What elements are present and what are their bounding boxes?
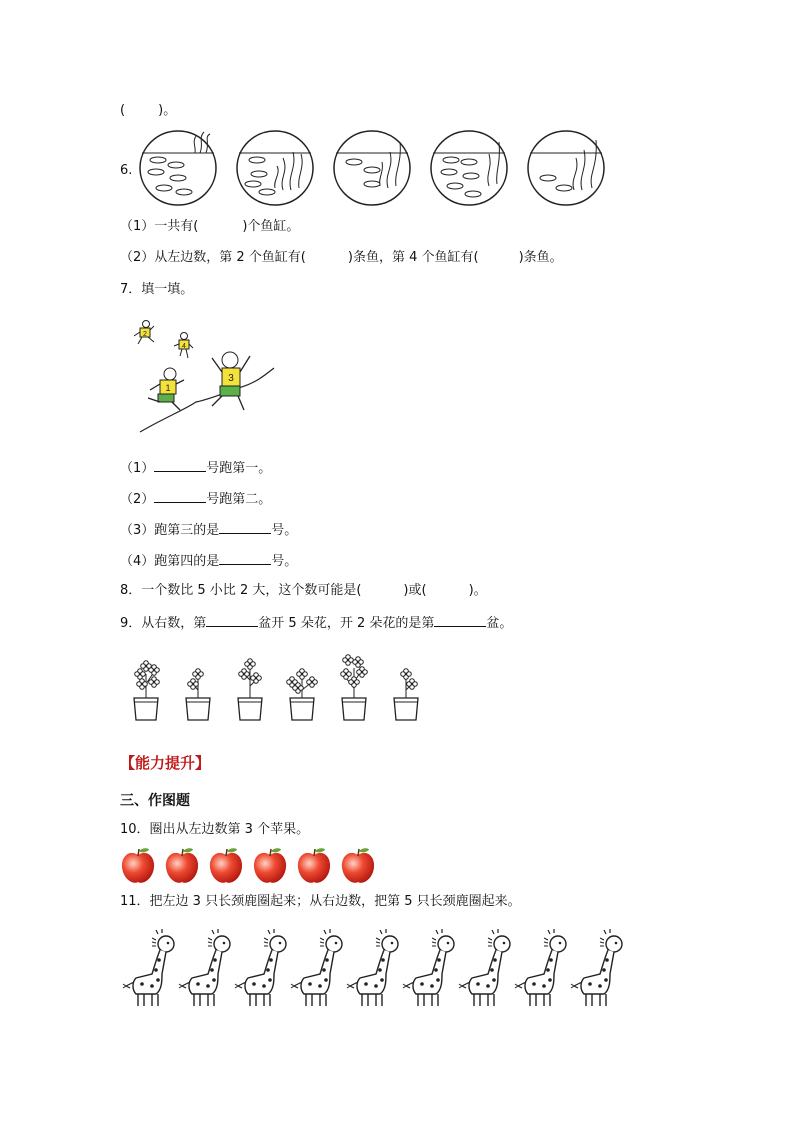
question-6-2: （2）从左边数，第 2 个鱼缸有( )条鱼，第 4 个鱼缸有( )条鱼。: [120, 250, 563, 265]
svg-text:2: 2: [143, 331, 147, 338]
runners-figure: [134, 318, 284, 436]
fishbowl-3: [334, 131, 410, 205]
giraffe-4: [291, 929, 342, 1006]
giraffe-9: [571, 929, 622, 1006]
runner-3: [212, 352, 250, 410]
flowerpot-3: [238, 659, 262, 720]
prev-answer-line: ( )。: [120, 103, 177, 118]
fishbowl-4: [431, 131, 507, 205]
flowerpot-2: [186, 669, 210, 720]
svg-text:3: 3: [228, 373, 234, 384]
section-ability-heading: 【能力提升】: [120, 754, 211, 772]
giraffe-7: [459, 929, 510, 1006]
giraffe-5: [347, 929, 398, 1006]
svg-text:4: 4: [182, 343, 186, 350]
apple-4: [254, 848, 286, 883]
question-7-4: （4）跑第四的是 号。: [120, 554, 298, 569]
flowerpot-6: [394, 669, 418, 720]
runner-2: [134, 321, 154, 345]
flowerpots-figure: [128, 654, 428, 726]
question-7-3: （3）跑第三的是 号。: [120, 523, 298, 538]
question-7-title: 7．填一填。: [120, 282, 194, 297]
apple-3: [210, 848, 242, 883]
runner-1: [148, 368, 184, 410]
apples-figure: [120, 845, 380, 885]
fishbowl-1: [140, 131, 216, 205]
giraffe-2: [179, 929, 230, 1006]
giraffe-3: [235, 929, 286, 1006]
fishbowls-figure: [138, 128, 608, 208]
question-10: 10．圈出从左边数第 3 个苹果。: [120, 822, 310, 837]
runner-4: [174, 333, 193, 359]
question-7-2: （2） 号跑第二。: [120, 492, 272, 507]
svg-text:1: 1: [165, 383, 171, 393]
fishbowl-5: [528, 131, 604, 205]
giraffe-8: [515, 929, 566, 1006]
question-8: 8．一个数比 5 小比 2 大，这个数可能是( )或( )。: [120, 583, 487, 598]
question-7-1: （1） 号跑第一。: [120, 461, 272, 476]
giraffe-1: [123, 929, 174, 1006]
question-6-1: （1）一共有( )个鱼缸。: [120, 219, 300, 234]
apple-6: [342, 848, 374, 883]
giraffes-figure: [120, 926, 640, 1008]
apple-1: [122, 848, 154, 883]
section-drawing-heading: 三、作图题: [120, 793, 190, 809]
question-11: 11．把左边 3 只长颈鹿圈起来；从右边数，把第 5 只长颈鹿圈起来。: [120, 894, 521, 909]
fishbowls-svg: [138, 128, 608, 208]
flowerpot-4: [287, 669, 318, 720]
giraffe-6: [403, 929, 454, 1006]
fishbowl-2: [237, 131, 313, 205]
question-9: 9．从右数，第 盆开 5 朵花，开 2 朵花的是第 盆。: [120, 616, 513, 631]
apple-5: [298, 848, 330, 883]
apple-2: [166, 848, 198, 883]
flowerpot-5: [341, 655, 368, 720]
flowerpot-1: [134, 661, 159, 720]
question-6-number: 6.: [120, 163, 133, 178]
